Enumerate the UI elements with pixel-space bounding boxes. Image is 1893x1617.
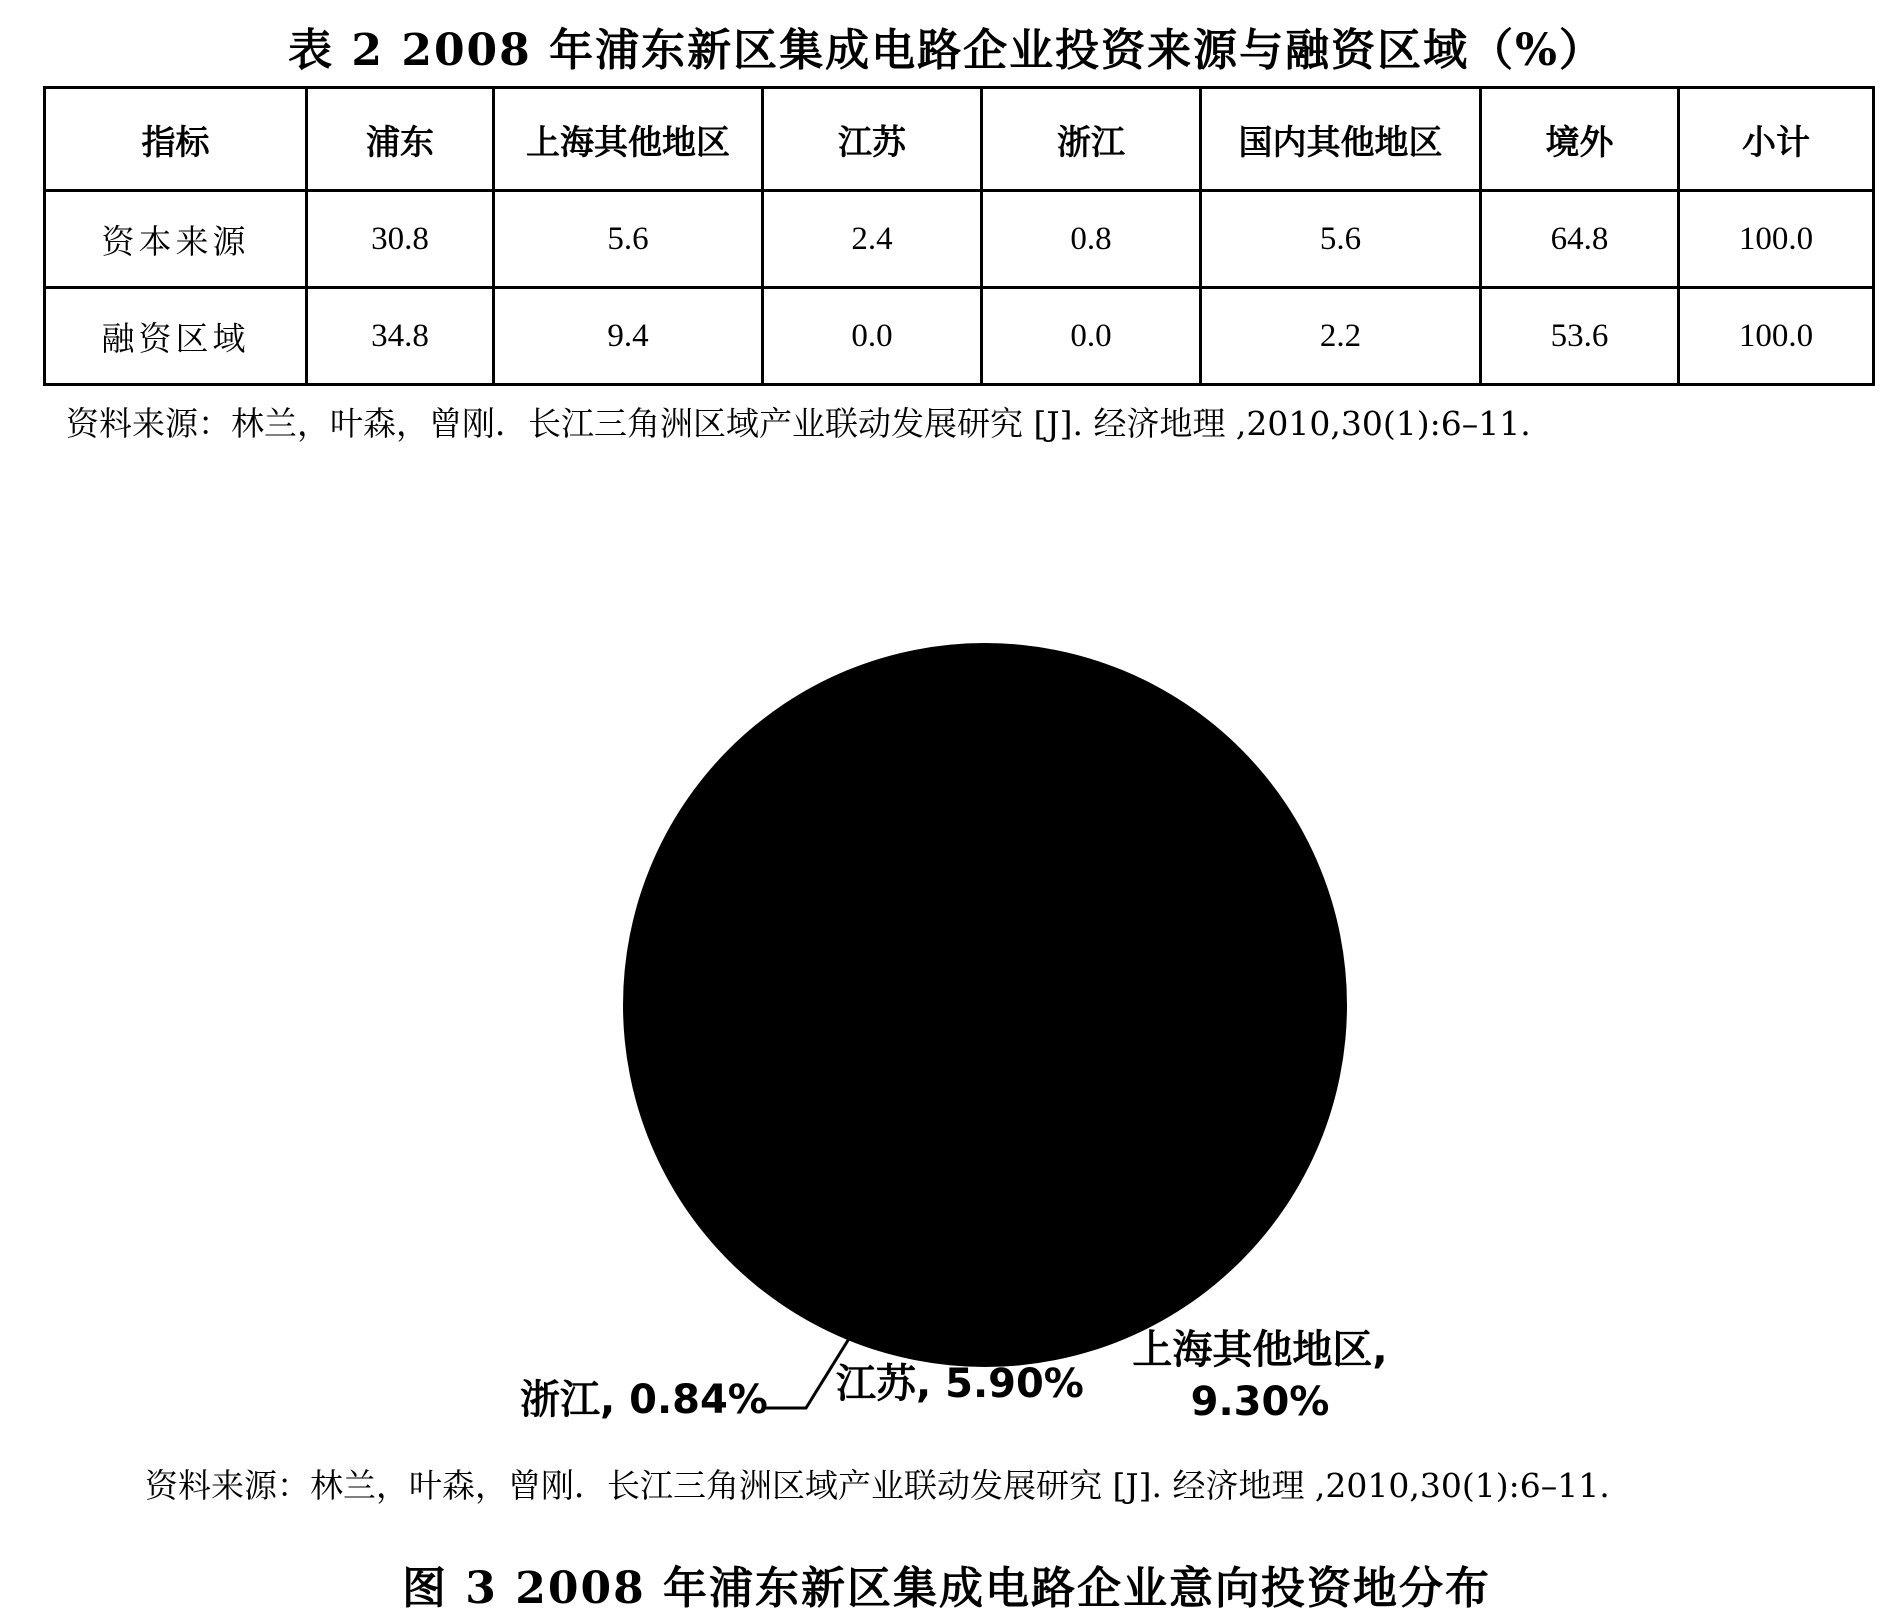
table-cell: 2.2 (1201, 288, 1481, 385)
header-cell: 江苏 (763, 88, 982, 191)
table-source-note: 资料来源：林兰，叶森，曾刚．长江三角洲区域产业联动发展研究 [J]. 经济地理 ,2010,30(1):6–11. (66, 404, 1531, 443)
pie-label-shanghai (1110, 1324, 1410, 1428)
header-cell: 浦东 (307, 88, 494, 191)
table-title: 表 2 2008 年浦东新区集成电路企业投资来源与融资区域（%） (288, 25, 1605, 76)
table-row (45, 288, 1874, 385)
figure-source-note: 资料来源：林兰，叶森，曾刚．长江三角洲区域产业联动发展研究 [J]. 经济地理 ,2010,30(1):6–11. (145, 1466, 1610, 1505)
pie-label-jiangsu: 江苏, 5.90% (836, 1361, 1084, 1407)
header-cell: 国内其他地区 (1201, 88, 1481, 191)
table-cell: 5.6 (1201, 191, 1481, 288)
header-cell: 境外 (1481, 88, 1679, 191)
header-cell: 上海其他地区 (494, 88, 763, 191)
row-label: 融资区域 (45, 288, 307, 385)
table-cell: 0.0 (763, 288, 982, 385)
pie-slice (623, 643, 1347, 1367)
header-cell: 指标 (45, 88, 307, 191)
table-cell: 9.4 (494, 288, 763, 385)
header-cell: 小计 (1679, 88, 1874, 191)
data-table (43, 86, 1875, 386)
table-cell: 30.8 (307, 191, 494, 288)
table-cell: 0.8 (982, 191, 1201, 288)
table-cell: 2.4 (763, 191, 982, 288)
table-cell: 34.8 (307, 288, 494, 385)
pie-label-zhejiang: 浙江, 0.84% (520, 1377, 768, 1423)
pie-label-shanghai-name: 上海其他地区, (1132, 1327, 1388, 1373)
row-label: 资本来源 (45, 191, 307, 288)
table-cell: 0.0 (982, 288, 1201, 385)
table-cell: 64.8 (1481, 191, 1679, 288)
pie-label-shanghai-value: 9.30% (1190, 1379, 1330, 1425)
header-cell: 浙江 (982, 88, 1201, 191)
table-cell: 53.6 (1481, 288, 1679, 385)
pie-chart (0, 560, 1893, 1420)
table-cell: 100.0 (1679, 288, 1874, 385)
table-cell: 100.0 (1679, 191, 1874, 288)
figure-title: 图 3 2008 年浦东新区集成电路企业意向投资地分布 (401, 1563, 1492, 1614)
table-header-row (45, 88, 1874, 191)
table-row (45, 191, 1874, 288)
table-cell: 5.6 (494, 191, 763, 288)
